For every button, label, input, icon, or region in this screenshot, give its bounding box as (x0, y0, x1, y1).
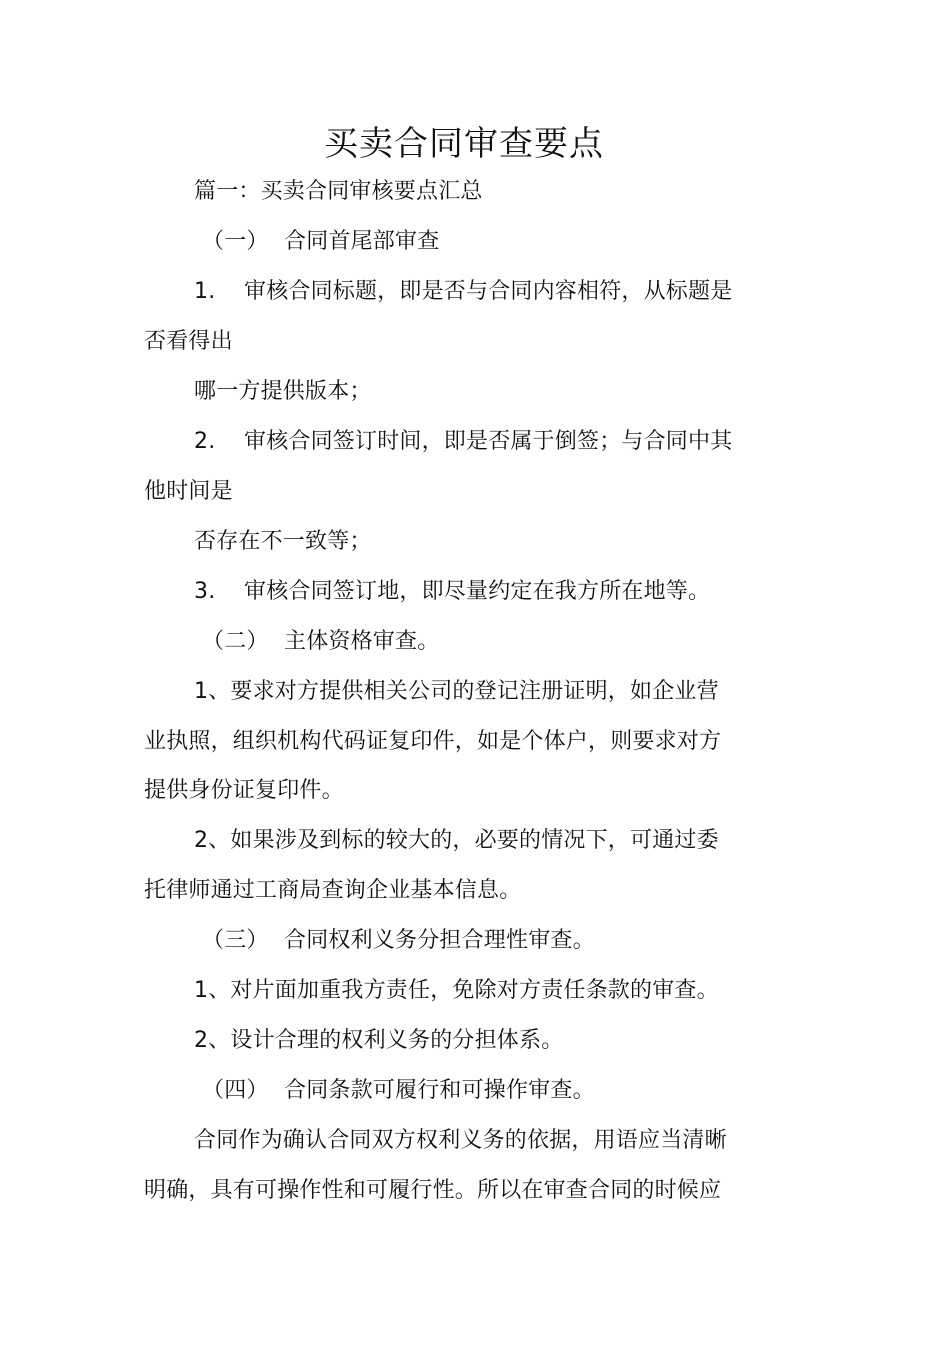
section-title: 合同权利义务分担合理性审查。 (284, 928, 595, 953)
item-text: 审核合同签订时间，即是否属于倒签；与合同中其 (244, 429, 733, 454)
section-heading-2 (202, 627, 439, 657)
paragraph-line: 1、要求对方提供相关公司的登记注册证明，如企业营 (194, 679, 719, 704)
section-number: （一） (202, 229, 269, 254)
list-item-2-continuation: 否存在不一致等； (194, 529, 372, 554)
list-item-1-continuation: 否看得出 (144, 329, 233, 354)
paragraph-line: 明确，具有可操作性和可履行性。所以在审查合同的时候应 (144, 1178, 722, 1203)
paragraph-line: 托律师通过工商局查询企业基本信息。 (144, 878, 522, 903)
item-number: 2. (194, 429, 216, 454)
section-number: （四） (202, 1078, 269, 1103)
section-title: 主体资格审查。 (284, 629, 440, 654)
document-title: 买卖合同审查要点 (324, 124, 604, 164)
paragraph-line: 提供身份证复印件。 (144, 778, 344, 803)
section-heading-1 (202, 227, 439, 257)
list-item-3 (194, 577, 710, 607)
list-item-1-continuation: 哪一方提供版本； (194, 379, 372, 404)
paragraph-line: 业执照，组织机构代码证复印件，如是个体户，则要求对方 (144, 729, 722, 754)
paragraph-line: 2、设计合理的权利义务的分担体系。 (194, 1028, 564, 1053)
item-text: 审核合同签订地，即尽量约定在我方所在地等。 (244, 579, 711, 604)
paragraph-line: 合同作为确认合同双方权利义务的依据，用语应当清晰 (194, 1128, 727, 1153)
list-item-2-continuation: 他时间是 (144, 479, 233, 504)
document-subtitle: 篇一：买卖合同审核要点汇总 (194, 179, 483, 204)
section-number: （三） (202, 928, 269, 953)
paragraph-line: 1、对片面加重我方责任，免除对方责任条款的审查。 (194, 978, 719, 1003)
item-text: 审核合同标题，即是否与合同内容相符，从标题是 (244, 279, 733, 304)
item-number: 3. (194, 579, 216, 604)
section-heading-3 (202, 926, 595, 956)
section-title: 合同条款可履行和可操作审查。 (284, 1078, 595, 1103)
paragraph-line: 2、如果涉及到标的较大的，必要的情况下，可通过委 (194, 828, 719, 853)
section-title: 合同首尾部审查 (284, 229, 440, 254)
list-item-1 (194, 277, 732, 307)
list-item-2 (194, 427, 732, 457)
section-heading-4 (202, 1076, 595, 1106)
section-number: （二） (202, 629, 269, 654)
item-number: 1. (194, 279, 216, 304)
